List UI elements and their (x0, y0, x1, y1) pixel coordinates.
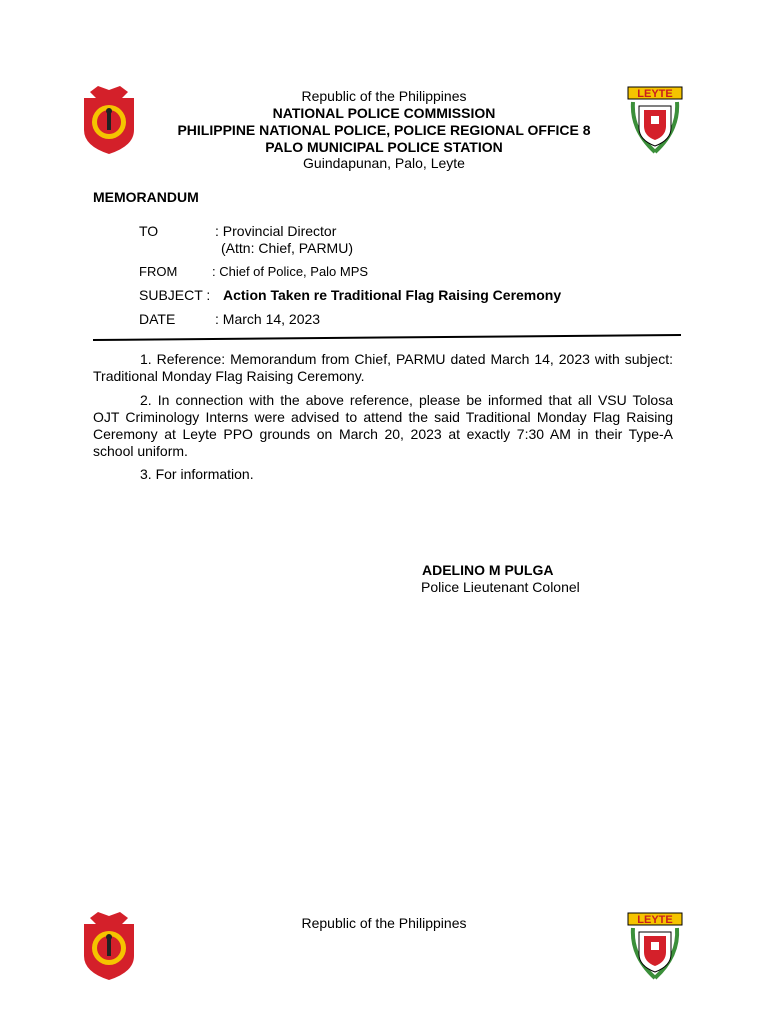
paragraph-3: 3. For information. (140, 466, 254, 482)
header-office: PHILIPPINE NATIONAL POLICE, POLICE REGIONAL OFFICE 8 (177, 122, 591, 138)
to-label: TO (139, 223, 159, 239)
to-value: : Provincial Director (215, 223, 337, 239)
memo-divider (93, 333, 681, 341)
subject-label: SUBJECT : (139, 287, 211, 303)
subject-value: Action Taken re Traditional Flag Raising Ceremony (223, 287, 562, 303)
from-value: : Chief of Police, Palo MPS (212, 264, 369, 279)
header-station: PALO MUNICIPAL POLICE STATION (265, 139, 503, 155)
memo-heading: MEMORANDUM (93, 189, 199, 205)
from-label: FROM (139, 264, 178, 279)
footer-republic: Republic of the Philippines (301, 915, 467, 931)
leyte-banner: LEYTE (637, 88, 673, 100)
to-attn: (Attn: Chief, PARMU) (221, 240, 353, 256)
header-republic: Republic of the Philippines (301, 88, 467, 104)
signatory-name: ADELINO M PULGA (422, 562, 554, 578)
header-commission: NATIONAL POLICE COMMISSION (272, 105, 496, 121)
date-label: DATE (139, 311, 176, 327)
signatory-rank: Police Lieutenant Colonel (421, 579, 580, 595)
paragraph-1: 1. Reference: Memorandum from Chief, PARMU dated March 14, 2023 with subject: Traditional Monday Flag Raising Ceremony. (93, 351, 673, 384)
leyte-banner-footer: LEYTE (637, 914, 673, 926)
date-value: : March 14, 2023 (215, 311, 321, 327)
header-address: Guindapunan, Palo, Leyte (303, 155, 465, 171)
paragraph-2: 2. In connection with the above reference, please be informed that all VSU Tolosa OJT Criminology Interns were advised to attend the said Traditional Monday Flag Raising Ceremony at Leyte PPO grounds on March 20, 2023 at exactly 7:30 AM in their Type-A school uniform. (93, 392, 673, 459)
